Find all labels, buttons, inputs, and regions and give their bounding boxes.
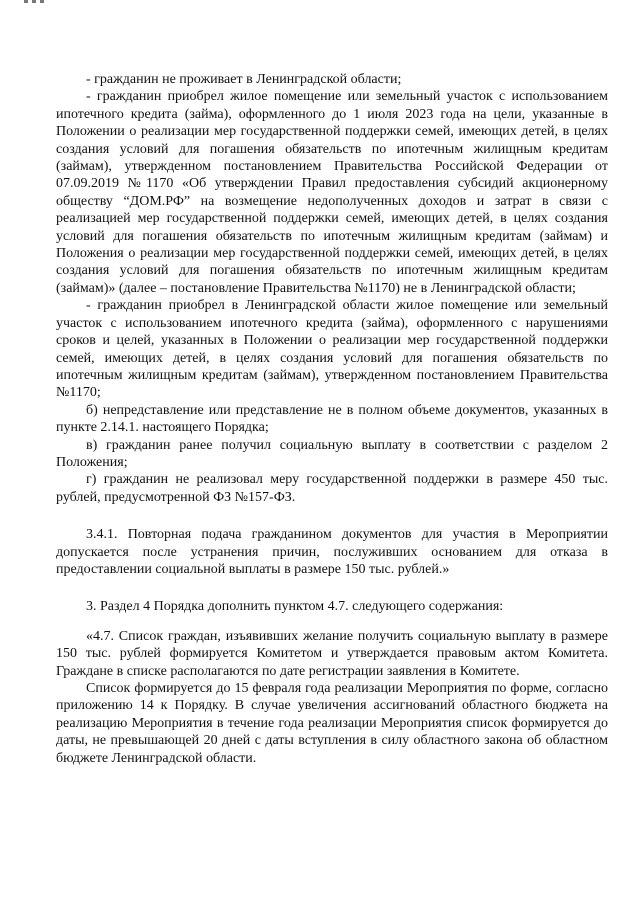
document-body [56, 71, 608, 767]
paragraph-3-4-1: 3.4.1. Повторная подача гражданином документов для участия в Мероприятии допускается после устранения причин, послуживших основанием для отказа в предоставлении социальной выплаты в размере 150 тыс. рублей.» [56, 527, 608, 577]
paragraph-list-formation: Список формируется до 15 февраля года реализации Мероприятия по форме, согласно приложению 14 к Порядку. В случае увеличения ассигнований областного бюджета на реализацию Мероприятия в течение года реализации Мероприятия список формируется до даты, не превышающей 20 дней с даты вступления в силу областного закона об областном бюджете Ленинградской области. [56, 681, 608, 766]
paragraph-mortgage-violations: - гражданин приобрел в Ленинградской области жилое помещение или земельный участок с использованием ипотечного кредита (займа), оформленного с нарушениями сроков и целей, указанных в Положении о реализации мер государственной поддержки семей, имеющих детей, в целях создания условий для погашения обязательств по ипотечным жилищным кредитам (займам), утвержденном постановлением Правительства №1170; [56, 298, 608, 401]
paragraph-item-b: б) непредставление или представление не в полном объеме документов, указанных в пункте 2.14.1. настоящего Порядка; [56, 402, 608, 436]
paragraph-mortgage-before-2023: - гражданин приобрел жилое помещение или земельный участок с использованием ипотечного кредита (займа), оформленного до 1 июля 2023 года на цели, указанные в Положении о реализации мер государственной поддержки семей, имеющих детей, в целях создания условий для погашения обязательств по ипотечным жилищным кредитам (займам), утвержденном постановлением Правительства Российской Федерации от 07.09.2019 №1170 «Об утверждении Правил предоставления субсидий акционерному обществу “ДОМ.РФ” на возмещение недополученных доходов и затрат в связи с реализацией мер государственной поддержки семей, имеющих детей, в целях создания условий для погашения обязательств по ипотечным жилищным кредитам (займам) и Положения о реализации мер государственной поддержки семей, имеющих детей, в целях создания условий для погашения обязательств по ипотечным жилищным кредитам (займам)» (далее – постановление Правительства №1170) не в Ленинградской области; [56, 89, 608, 296]
paragraph-4-7: «4.7. Список граждан, изъявивших желание получить социальную выплату в размере 150 тыс. рублей формируется Комитетом и утверждается правовым актом Комитета. Граждане в списке располагаются по дате регистрации заявления в Комитете. [56, 628, 608, 679]
paragraph-item-g: г) гражданин не реализовал меру государственной поддержки в размере 450 тыс. рублей, предусмотренной ФЗ №157-ФЗ. [56, 472, 608, 505]
paragraph-item-v: в) гражданин ранее получил социальную выплату в соответствии с разделом 2 Положения; [56, 437, 608, 470]
page-number-fragment [24, 0, 58, 4]
paragraph-section-4-amendment: 3. Раздел 4 Порядка дополнить пунктом 4.7. следующего содержания: [86, 599, 504, 615]
paragraph-not-resident: - гражданин не проживает в Ленинградской области; [86, 72, 402, 87]
